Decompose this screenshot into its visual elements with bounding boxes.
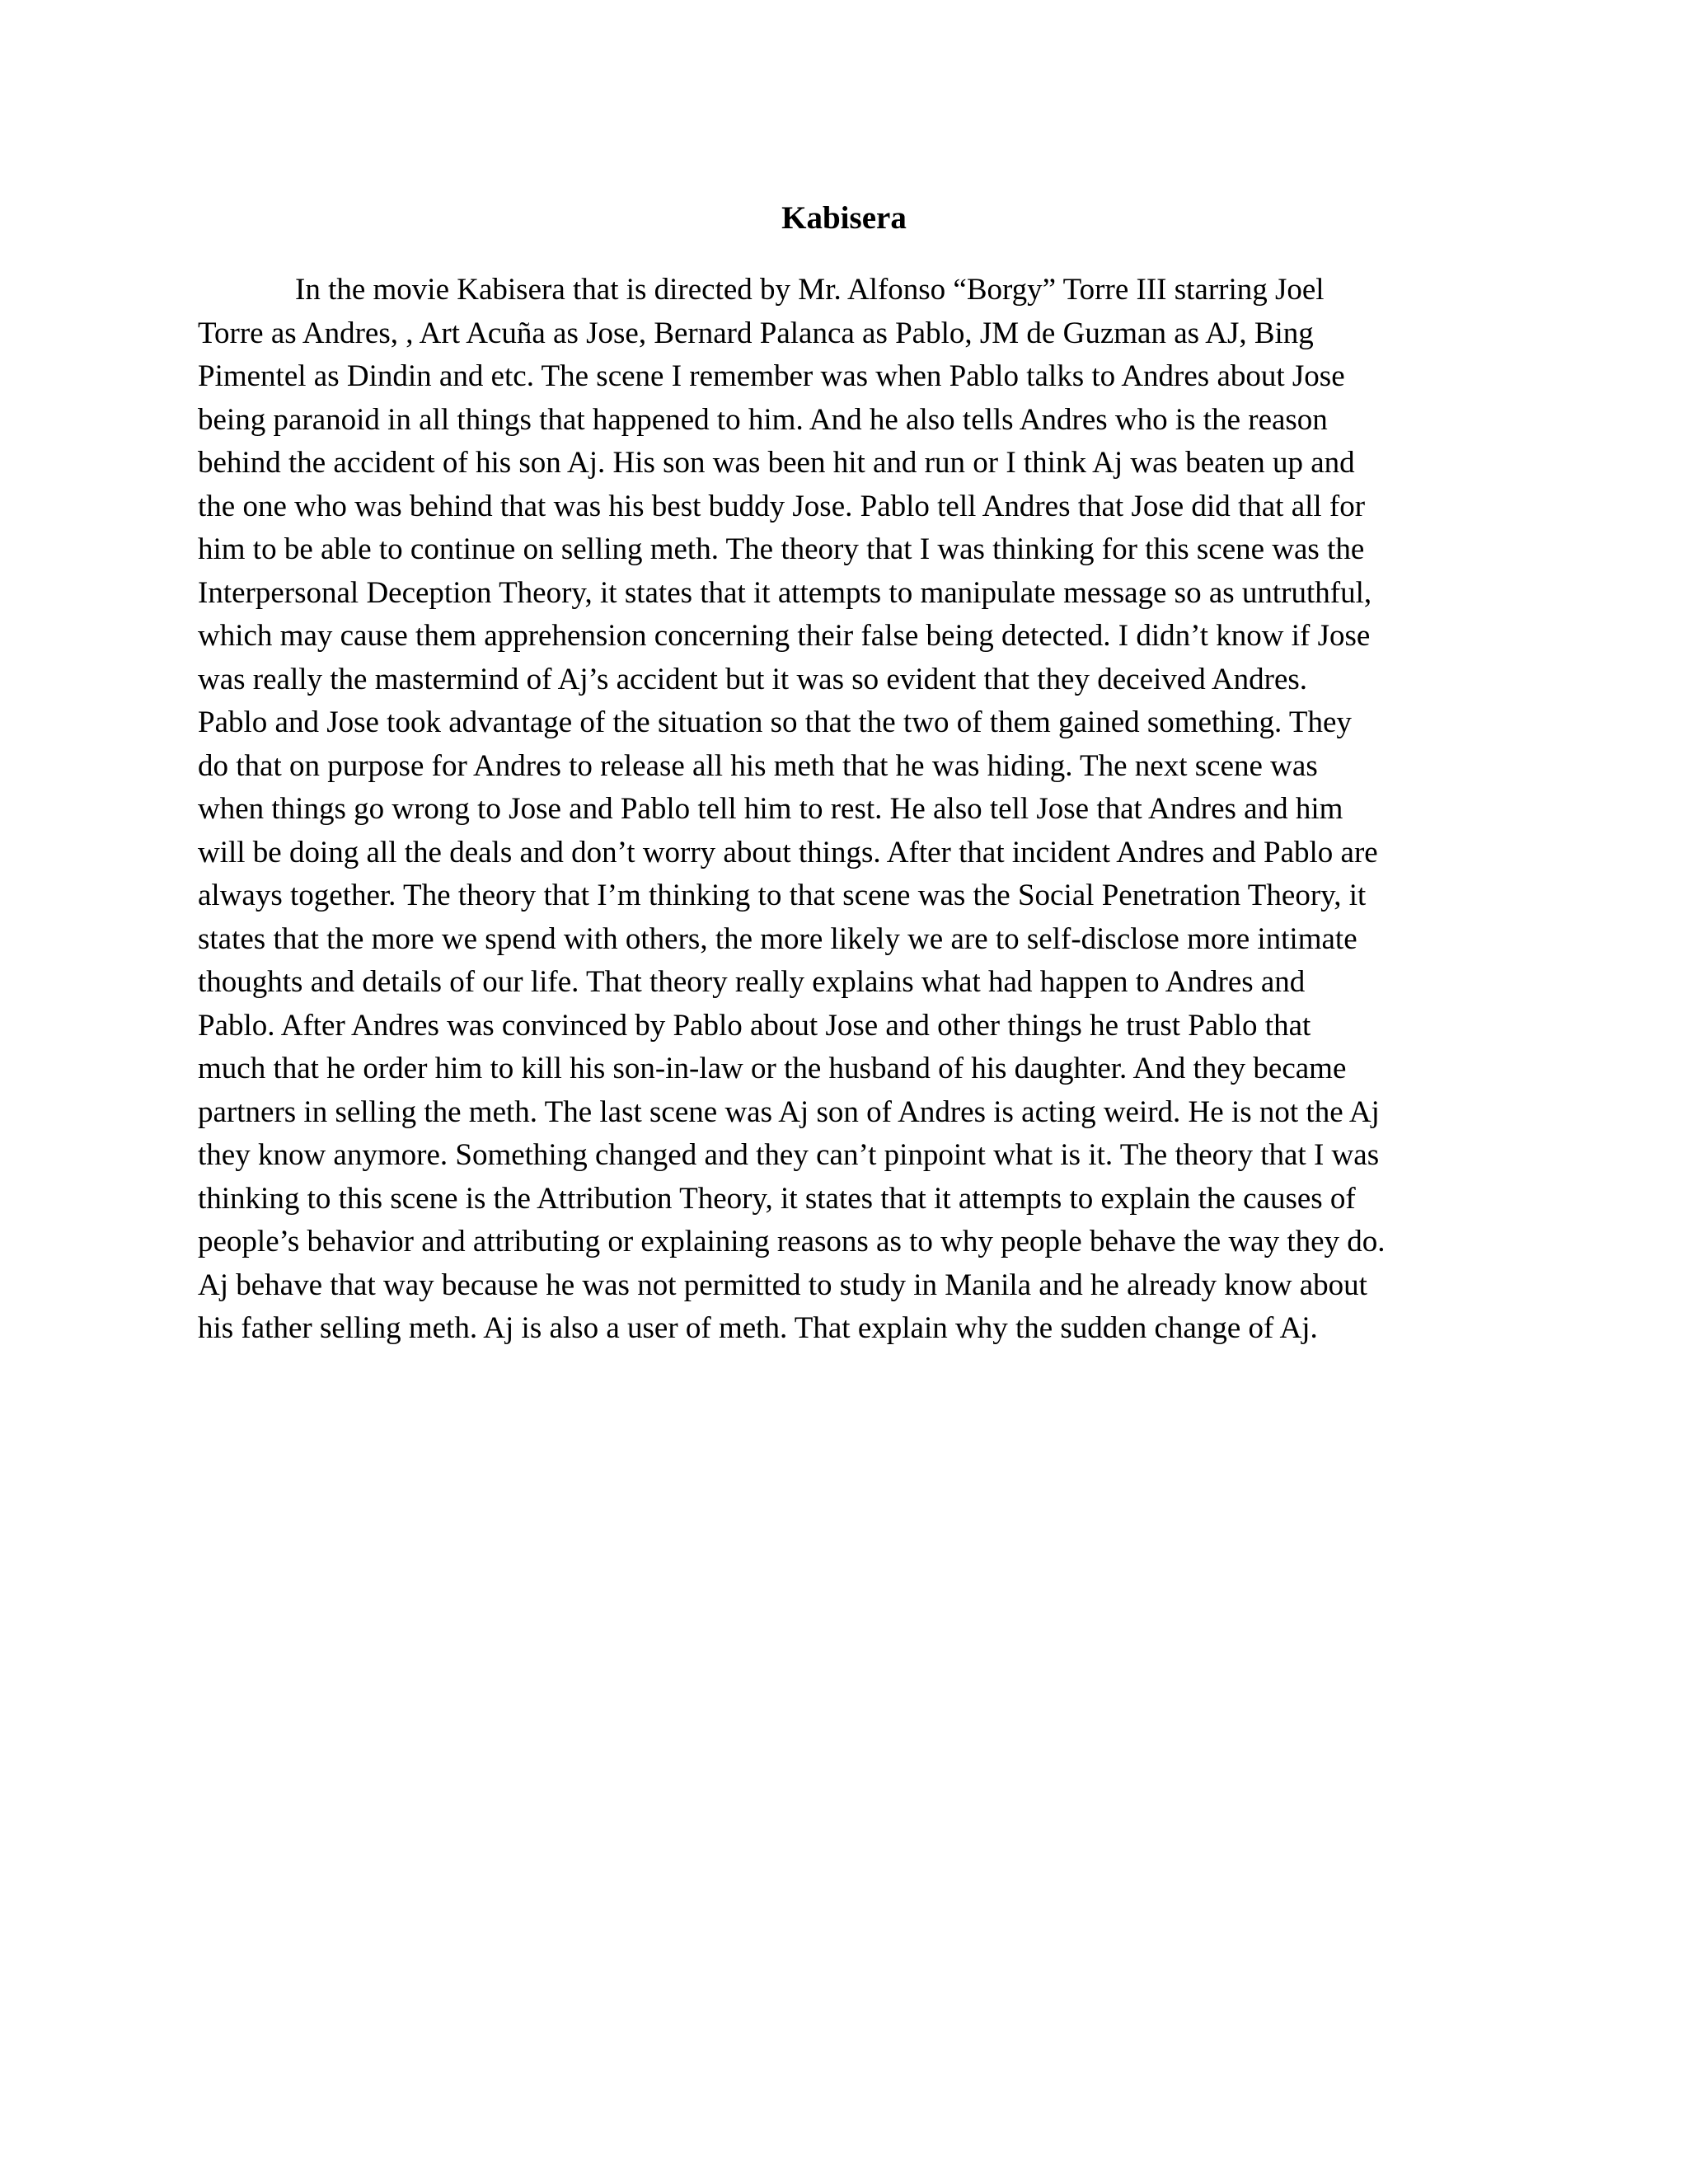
- body-line: Pablo. After Andres was convinced by Pablo about Jose and other things he trust Pablo that: [198, 1008, 1311, 1043]
- body-line: partners in selling the meth. The last scene was Aj son of Andres is acting weird. He is not the Aj: [198, 1094, 1380, 1129]
- body-line: behind the accident of his son Aj. His son was been hit and run or I think Aj was beaten up and: [198, 446, 1355, 480]
- body-line: when things go wrong to Jose and Pablo tell him to rest. He also tell Jose that Andres and him: [198, 792, 1343, 826]
- body-line: Aj behave that way because he was not permitted to study in Manila and he already know about: [198, 1268, 1367, 1302]
- body-line: Interpersonal Deception Theory, it states that it attempts to manipulate message so as untruthful,: [198, 575, 1372, 610]
- body-line: always together. The theory that I’m thinking to that scene was the Social Penetration Theory, it: [198, 879, 1367, 912]
- body-line: they know anymore. Something changed and they can’t pinpoint what is it. The theory that I was: [198, 1138, 1380, 1172]
- body-line: thinking to this scene is the Attribution Theory, it states that it attempts to explain the causes of: [198, 1181, 1356, 1216]
- body-line: which may cause them apprehension concerning their false being detected. I didn’t know if Jose: [198, 619, 1371, 653]
- body-line: being paranoid in all things that happened to him. And he also tells Andres who is the reason: [198, 402, 1328, 437]
- body-line: do that on purpose for Andres to release all his meth that he was hiding. The next scene was: [198, 748, 1318, 783]
- body-line: states that the more we spend with others, the more likely we are to self-disclose more intimate: [198, 921, 1357, 956]
- body-line: him to be able to continue on selling meth. The theory that I was thinking for this scene was the: [198, 532, 1365, 566]
- body-line: was really the mastermind of Aj’s accident but it was so evident that they deceived Andres.: [198, 662, 1308, 696]
- body-line: people’s behavior and attributing or explaining reasons as to why people behave the way they do.: [198, 1225, 1386, 1258]
- body-line: the one who was behind that was his best buddy Jose. Pablo tell Andres that Jose did that all for: [198, 489, 1366, 523]
- document-title: Kabisera: [781, 200, 907, 236]
- document-body: [198, 269, 1517, 1351]
- body-line: thoughts and details of our life. That theory really explains what had happen to Andres and: [198, 965, 1306, 999]
- body-line: Pablo and Jose took advantage of the situation so that the two of them gained something. They: [198, 705, 1352, 739]
- body-line: much that he order him to kill his son-in-law or the husband of his daughter. And they became: [198, 1052, 1347, 1085]
- body-line: his father selling meth. Aj is also a user of meth. That explain why the sudden change of Aj.: [198, 1311, 1318, 1345]
- body-line: will be doing all the deals and don’t worry about things. After that incident Andres and Pablo are: [198, 835, 1378, 869]
- body-line: Pimentel as Dindin and etc. The scene I remember was when Pablo talks to Andres about Jose: [198, 359, 1345, 393]
- body-line: In the movie Kabisera that is directed by Mr. Alfonso “Borgy” Torre III starring Joel: [295, 273, 1325, 307]
- body-line: Torre as Andres, , Art Acuña as Jose, Bernard Palanca as Pablo, JM de Guzman as AJ, Bing: [198, 316, 1314, 350]
